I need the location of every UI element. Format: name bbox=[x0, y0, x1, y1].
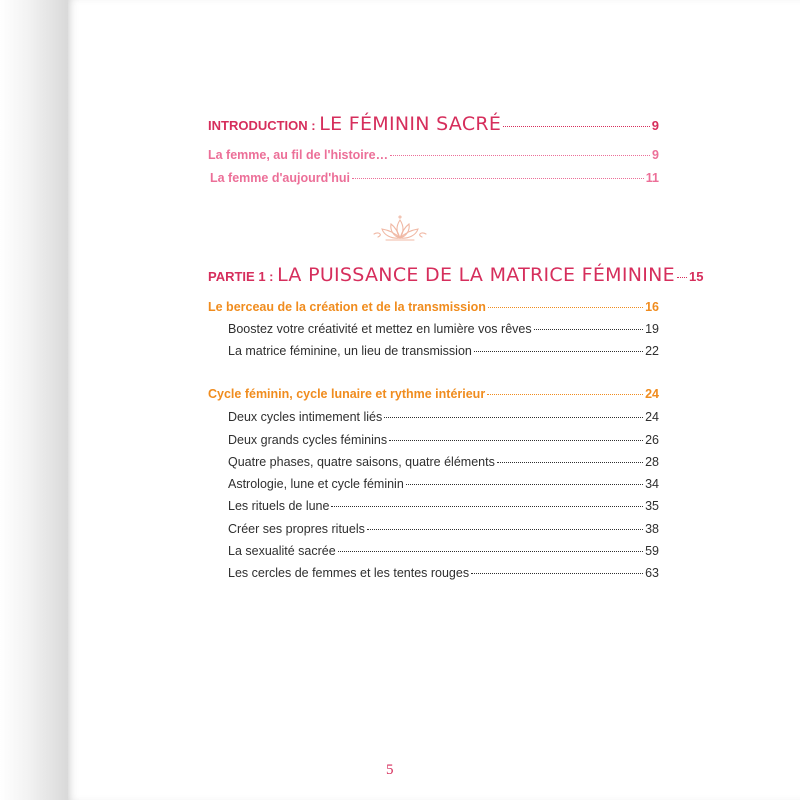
chapter-title: LA PUISSANCE DE LA MATRICE FÉMININE bbox=[277, 264, 675, 286]
entry-title: Les cercles de femmes et les tentes rouges bbox=[228, 566, 470, 580]
dot-leader bbox=[503, 126, 650, 127]
page-ref: 9 bbox=[652, 148, 659, 162]
toc-entry bbox=[228, 477, 659, 491]
chapter-title: LE FÉMININ SACRÉ bbox=[319, 113, 502, 135]
dot-leader bbox=[352, 178, 644, 179]
page-ref: 24 bbox=[645, 387, 659, 401]
toc-section bbox=[208, 300, 659, 314]
dot-leader bbox=[534, 329, 643, 330]
toc-chapter-part1 bbox=[208, 264, 704, 286]
dot-leader bbox=[338, 551, 643, 552]
dot-leader bbox=[389, 440, 643, 441]
entry-title: Deux grands cycles féminins bbox=[228, 433, 388, 447]
page-ref: 35 bbox=[645, 499, 659, 513]
chapter-heading bbox=[208, 264, 675, 286]
toc-entry bbox=[228, 322, 659, 336]
page-ref: 28 bbox=[645, 455, 659, 469]
toc-entry bbox=[228, 522, 659, 536]
entry-title: La sexualité sacrée bbox=[228, 544, 336, 558]
entry-title: Les rituels de lune bbox=[228, 499, 330, 513]
page-ref: 63 bbox=[645, 566, 659, 580]
entry-title: La femme, au fil de l'histoire… bbox=[208, 148, 389, 162]
dot-leader bbox=[390, 155, 650, 156]
toc-entry bbox=[228, 544, 659, 558]
dot-leader bbox=[487, 394, 643, 395]
toc-entry bbox=[228, 499, 659, 513]
book-spine-shadow bbox=[0, 0, 68, 800]
dot-leader bbox=[331, 506, 643, 507]
dot-leader bbox=[474, 351, 643, 352]
entry-title: Astrologie, lune et cycle féminin bbox=[228, 477, 404, 491]
entry-title: Créer ses propres rituels bbox=[228, 522, 365, 536]
book-page bbox=[68, 0, 800, 800]
entry-title: Deux cycles intimement liés bbox=[228, 410, 383, 424]
entry-title: La femme d'aujourd'hui bbox=[210, 171, 350, 185]
section-title: Cycle féminin, cycle lunaire et rythme intérieur bbox=[208, 387, 486, 401]
entry-title: Quatre phases, quatre saisons, quatre éléments bbox=[228, 455, 495, 469]
entry-title: La matrice féminine, un lieu de transmission bbox=[228, 344, 472, 358]
page-ref: 34 bbox=[645, 477, 659, 491]
page-ref: 16 bbox=[645, 300, 659, 314]
toc-entry bbox=[228, 410, 659, 424]
dot-leader bbox=[367, 529, 643, 530]
page-number: 5 bbox=[386, 762, 394, 778]
page-ref: 9 bbox=[651, 118, 659, 133]
dot-leader bbox=[488, 307, 643, 308]
dot-leader bbox=[471, 573, 643, 574]
dot-leader bbox=[497, 462, 643, 463]
toc-entry bbox=[228, 433, 659, 447]
page-ref: 11 bbox=[645, 171, 659, 185]
dot-leader bbox=[677, 277, 687, 278]
chapter-prefix: INTRODUCTION : bbox=[208, 118, 320, 133]
entry-title: Boostez votre créativité et mettez en lumière vos rêves bbox=[228, 322, 532, 336]
toc-entry bbox=[228, 344, 659, 358]
toc-entry bbox=[228, 566, 659, 580]
dot-leader bbox=[384, 417, 643, 418]
page-ref: 38 bbox=[645, 522, 659, 536]
toc-entry bbox=[210, 171, 659, 185]
chapter-heading bbox=[208, 113, 501, 135]
dot-leader bbox=[406, 484, 643, 485]
page-ref: 26 bbox=[645, 433, 659, 447]
page-ref: 19 bbox=[645, 322, 659, 336]
page-ref: 22 bbox=[645, 344, 659, 358]
page-ref: 59 bbox=[645, 544, 659, 558]
chapter-prefix: PARTIE 1 : bbox=[208, 269, 278, 284]
toc-chapter-introduction bbox=[208, 113, 659, 135]
lotus-ornament-icon bbox=[370, 214, 430, 244]
toc-section bbox=[208, 387, 659, 401]
section-title: Le berceau de la création et de la transmission bbox=[208, 300, 486, 314]
page-ref: 15 bbox=[688, 269, 704, 284]
page-ref: 24 bbox=[645, 410, 659, 424]
toc-entry bbox=[228, 455, 659, 469]
toc-entry bbox=[208, 148, 659, 162]
